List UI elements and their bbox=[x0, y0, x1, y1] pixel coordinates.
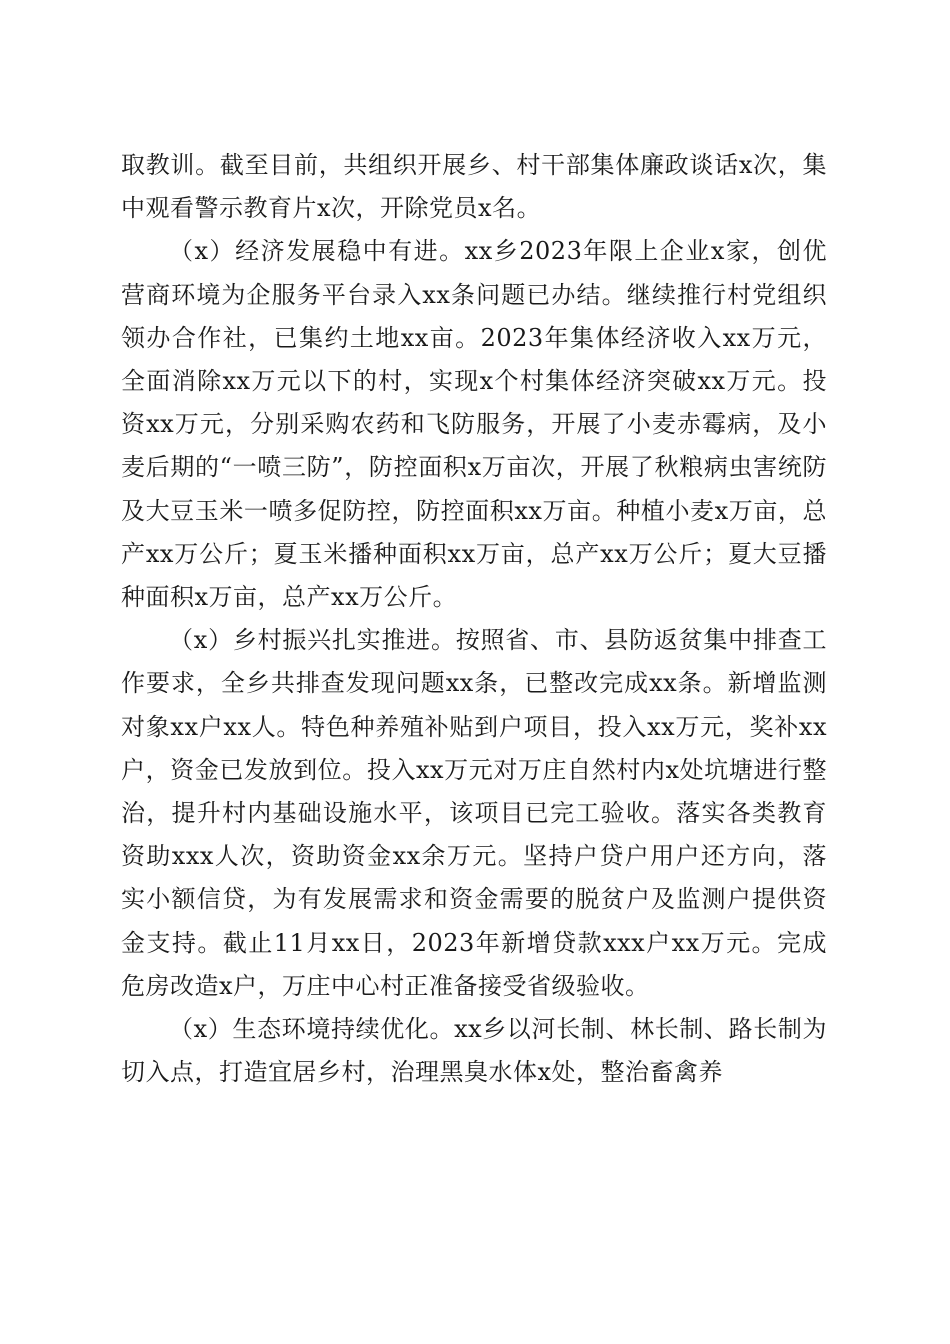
paragraph-economic-development: （x）经济发展稳中有进。xx乡2023年限上企业x家，创优营商环境为企服务平台录入xx条问题已办结。继续推行村党组织领办合作社，已集约土地xx亩。2023年集体经济收入xx万元，全面消除xx万元以下的村，实现x个村集体经济突破xx万元。投资xx万元，分别采购农药和飞防服务，开展了小麦赤霉病，及小麦后期的“一喷三防”，防控面积x万亩次，开展了秋粮病虫害统防及大豆玉米一喷多促防控，防控面积xx万亩。种植小麦x万亩，总产xx万公斤；夏玉米播种面积xx万亩，总产xx万公斤；夏大豆播种面积x万亩，总产xx万公斤。 bbox=[121, 237, 827, 612]
paragraph-rural-revitalization: （x）乡村振兴扎实推进。按照省、市、县防返贫集中排查工作要求，全乡共排查发现问题xx条，已整改完成xx条。新增监测对象xx户xx人。特色种养殖补贴到户项目，投入xx万元，奖补xx户，资金已发放到位。投入xx万元对万庄自然村内x处坑塘进行整治，提升村内基础设施水平，该项目已完工验收。落实各类教育资助xxx人次，资助资金xx余万元。坚持户贷户用户还方向，落实小额信贷，为有发展需求和资金需要的脱贫户及监测户提供资金支持。截止11月xx日，2023年新增贷款xxx户xx万元。完成危房改造x户，万庄中心村正准备接受省级验收。 bbox=[121, 626, 827, 1000]
paragraph-continuation: 取教训。截至目前，共组织开展乡、村干部集体廉政谈话x次，集中观看警示教育片x次，开除党员x名。 bbox=[121, 151, 827, 223]
document-body bbox=[121, 144, 827, 1094]
paragraph-ecological-environment: （x）生态环境持续优化。xx乡以河长制、林长制、路长制为切入点，打造宜居乡村，治理黑臭水体x处，整治畜禽养 bbox=[121, 1015, 827, 1087]
